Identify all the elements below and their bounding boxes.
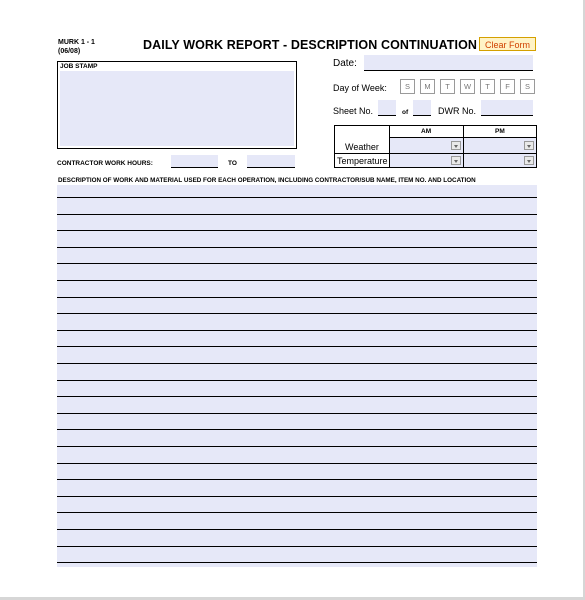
day-checkbox-saturday[interactable]: S xyxy=(520,79,535,94)
form-code xyxy=(58,38,95,56)
description-rule-line xyxy=(57,396,537,397)
day-checkbox-wednesday[interactable]: W xyxy=(460,79,475,94)
description-rule-line xyxy=(57,263,537,264)
description-rule-line xyxy=(57,230,537,231)
description-rule-line xyxy=(57,512,537,513)
pm-header: PM xyxy=(495,128,505,135)
chevron-down-icon[interactable] xyxy=(524,156,534,165)
job-stamp-box xyxy=(57,61,297,149)
page-title: DAILY WORK REPORT - DESCRIPTION CONTINUATION xyxy=(143,38,478,52)
description-rule-line xyxy=(57,479,537,480)
job-stamp-field[interactable] xyxy=(60,71,294,146)
day-checkbox-sunday[interactable]: S xyxy=(400,79,415,94)
day-checkbox-friday[interactable]: F xyxy=(500,79,515,94)
sheet-total-field[interactable] xyxy=(413,100,431,116)
description-rule-line xyxy=(57,346,537,347)
description-rule-line xyxy=(57,463,537,464)
description-rule-line xyxy=(57,446,537,447)
weather-table xyxy=(334,125,537,168)
day-checkbox-tuesday[interactable]: T xyxy=(440,79,455,94)
sheet-no-field[interactable] xyxy=(378,100,396,116)
work-hours-to-field[interactable] xyxy=(247,155,295,168)
description-rule-line xyxy=(57,413,537,414)
description-heading: DESCRIPTION OF WORK AND MATERIAL USED FOR EACH OPERATION, INCLUDING CONTRACTOR/SUB NAME, ITEM NO. AND LOCATION xyxy=(58,177,476,184)
am-header: AM xyxy=(421,128,432,135)
work-hours-to-label: TO xyxy=(228,160,237,167)
work-hours-from-field[interactable] xyxy=(171,155,218,168)
form-code-number: MURK 1 - 1 xyxy=(58,39,95,46)
job-stamp-label: JOB STAMP xyxy=(60,63,98,70)
description-rule-line xyxy=(57,297,537,298)
description-rule-line xyxy=(57,562,537,563)
description-rule-line xyxy=(57,214,537,215)
temperature-pm-field[interactable] xyxy=(464,154,500,167)
day-checkbox-monday[interactable]: M xyxy=(420,79,435,94)
day-of-week-label: Day of Week: xyxy=(333,83,387,93)
description-rule-line xyxy=(57,363,537,364)
description-rule-line xyxy=(57,429,537,430)
date-label: Date: xyxy=(333,58,357,69)
chevron-down-icon[interactable] xyxy=(451,156,461,165)
description-rule-line xyxy=(57,380,537,381)
description-rule-line xyxy=(57,330,537,331)
description-rule-line xyxy=(57,313,537,314)
description-text-area[interactable] xyxy=(57,185,537,567)
chevron-down-icon[interactable] xyxy=(524,141,534,150)
clear-form-button[interactable]: Clear Form xyxy=(479,37,536,51)
temperature-am-field[interactable] xyxy=(390,154,426,167)
description-rule-line xyxy=(57,546,537,547)
description-rule-line xyxy=(57,496,537,497)
description-rule-line xyxy=(57,280,537,281)
of-label: of xyxy=(402,109,409,116)
form-code-date: (06/08) xyxy=(58,48,81,55)
day-checkbox-thursday[interactable]: T xyxy=(480,79,495,94)
contractor-work-hours-label: CONTRACTOR WORK HOURS: xyxy=(57,160,153,167)
sheet-no-label: Sheet No. xyxy=(333,106,374,116)
date-field[interactable] xyxy=(364,55,533,71)
weather-row-label: Weather xyxy=(345,142,379,152)
dwr-no-field[interactable] xyxy=(481,100,533,116)
description-rule-line xyxy=(57,197,537,198)
description-rule-line xyxy=(57,247,537,248)
description-rule-line xyxy=(57,529,537,530)
temperature-row-label: Temperature xyxy=(337,156,388,166)
dwr-no-label: DWR No. xyxy=(438,106,476,116)
chevron-down-icon[interactable] xyxy=(451,141,461,150)
